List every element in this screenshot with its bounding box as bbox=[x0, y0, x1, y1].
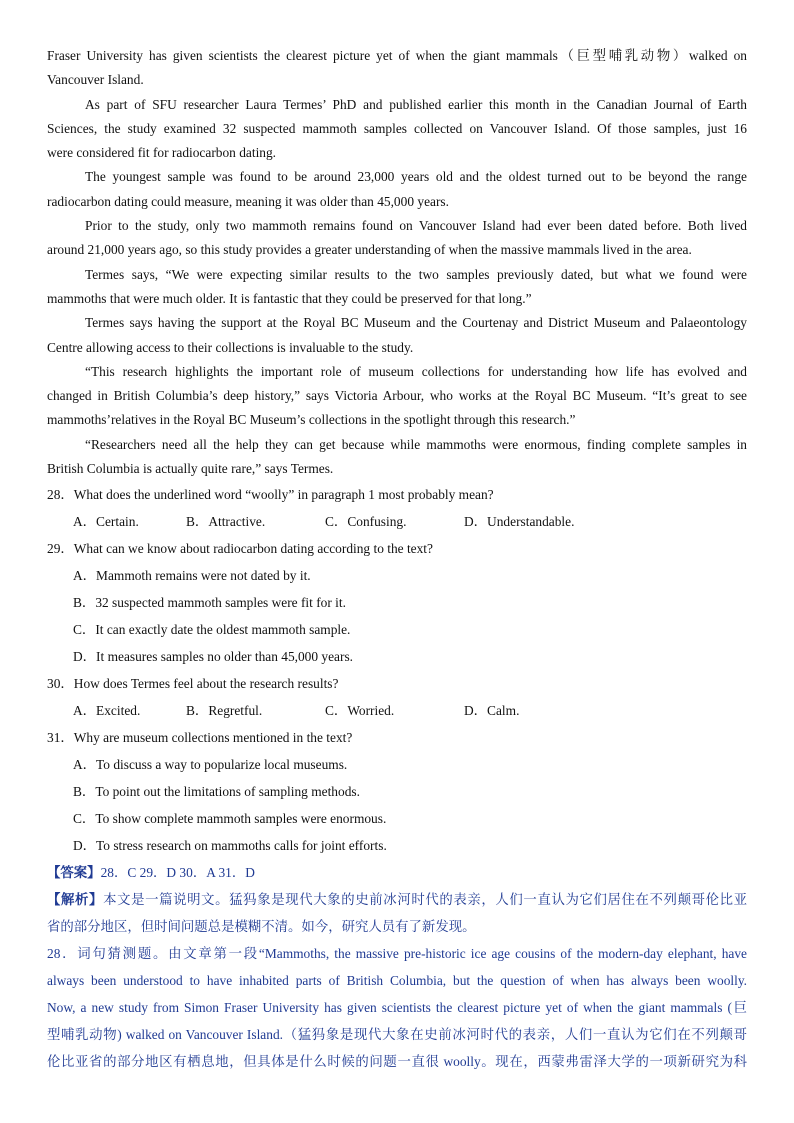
answer-label: 【答案】 bbox=[47, 865, 101, 881]
option-a[interactable]: A．Excited. bbox=[73, 703, 141, 719]
passage-line: Termes says, “We were expecting similar results to the two samples previously dated, but what we found were bbox=[85, 266, 747, 282]
passage-line: changed in British Columbia’s deep history,” says Victoria Arbour, who works at the Royal BC Museum. “It’s great to see bbox=[47, 388, 747, 404]
option-b[interactable]: B．32 suspected mammoth samples were fit for it. bbox=[73, 595, 346, 611]
option-d[interactable]: D．It measures samples no older than 45,000 years. bbox=[73, 649, 354, 665]
passage-line: “Researchers need all the help they can get because while mammoths were enormous, finding complete samples in bbox=[85, 436, 747, 452]
analysis-line: 省的部分地区，但时间问题总是模糊不清。如今，研究人员有了新发现。 bbox=[47, 919, 476, 935]
option-d[interactable]: D．Understandable. bbox=[464, 514, 575, 530]
option-c[interactable]: C．It can exactly date the oldest mammoth sample. bbox=[73, 622, 351, 638]
passage-line: Vancouver Island. bbox=[47, 72, 144, 88]
passage-line: Prior to the study, only two mammoth remains found on Vancouver Island had ever been dated before. Both lived bbox=[85, 218, 747, 234]
passage-line: Sciences, the study examined 32 suspected mammoth samples collected on Vancouver Island. Of those samples, just 16 bbox=[47, 120, 747, 136]
document-page bbox=[47, 44, 747, 1075]
question-31-stem: 31．Why are museum collections mentioned in the text? bbox=[47, 730, 353, 746]
option-a[interactable]: A．Mammoth remains were not dated by it. bbox=[73, 568, 311, 584]
analysis-line: always been understood to have inhabited parts of British Columbia, but the question of when has always been woolly. bbox=[47, 973, 747, 989]
analysis-label: 【解析】 bbox=[47, 892, 104, 908]
option-b[interactable]: B．Attractive. bbox=[186, 514, 266, 530]
passage-line: As part of SFU researcher Laura Termes’ PhD and published earlier this month in the Canadian Journal of Earth bbox=[85, 96, 747, 112]
option-b[interactable]: B．Regretful. bbox=[186, 703, 263, 719]
passage-line: Fraser University has given scientists the clearest picture yet of when the giant mammals（巨型哺乳动物）walked on bbox=[47, 48, 747, 63]
option-c[interactable]: C．Confusing. bbox=[325, 514, 407, 530]
passage-line: were considered fit for radiocarbon dating. bbox=[47, 145, 277, 161]
question-30-stem: 30．How does Termes feel about the research results? bbox=[47, 676, 339, 692]
analysis-line: 型哺乳动物) walked on Vancouver Island.（猛犸象是现代大象在史前冰河时代的表亲，人们一直认为它们在不列颠哥 bbox=[47, 1027, 747, 1043]
analysis-line: 28．词句猜测题。由文章第一段“Mammoths, the massive pre-historic ice age cousins of the modern-day elephant, have bbox=[47, 946, 747, 962]
question-28-options bbox=[47, 508, 747, 535]
passage-line: Centre allowing access to their collections is invaluable to the study. bbox=[47, 339, 414, 355]
analysis-line: 伦比亚省的部分地区有栖息地，但具体是什么时候的问题一直很 woolly。现在，西蒙弗雷泽大学的一项新研究为科 bbox=[47, 1054, 747, 1070]
passage-line: mammoths’relatives in the Royal BC Museum’s collections in the spotlight through this research.” bbox=[47, 412, 576, 428]
passage-line: “This research highlights the important role of museum collections for understanding how life has evolved and bbox=[85, 363, 747, 379]
option-b[interactable]: B．To point out the limitations of sampling methods. bbox=[73, 784, 360, 800]
passage-line: around 21,000 years ago, so this study provides a greater understanding of when the massive mammals lived in the area. bbox=[47, 242, 692, 258]
answer-line bbox=[47, 859, 747, 886]
analysis-line: Now, a new study from Simon Fraser University has given scientists the clearest picture yet of when the giant mammals (巨 bbox=[47, 1000, 747, 1016]
option-d[interactable]: D．Calm. bbox=[464, 703, 520, 719]
question-30-options bbox=[47, 697, 747, 724]
option-a[interactable]: A．Certain. bbox=[73, 514, 139, 530]
option-d[interactable]: D．To stress research on mammoths calls for joint efforts. bbox=[73, 838, 387, 854]
option-c[interactable]: C．Worried. bbox=[325, 703, 395, 719]
analysis-text: 本文是一篇说明文。猛犸象是现代大象的史前冰河时代的表亲，人们一直认为它们居住在不列颠哥伦比亚 bbox=[103, 892, 748, 908]
passage-line: The youngest sample was found to be around 23,000 years old and the oldest turned out to be beyond the range bbox=[85, 169, 747, 185]
passage-line: radiocarbon dating could measure, meaning it was older than 45,000 years. bbox=[47, 193, 449, 209]
passage-line: Termes says having the support at the Royal BC Museum and the Courtenay and District Museum and Palaeontology bbox=[85, 315, 747, 331]
passage-line: British Columbia is actually quite rare,” says Termes. bbox=[47, 461, 334, 477]
question-28-stem: 28．What does the underlined word “woolly” in paragraph 1 most probably mean? bbox=[47, 487, 494, 503]
option-c[interactable]: C．To show complete mammoth samples were enormous. bbox=[73, 811, 387, 827]
analysis-line bbox=[47, 886, 747, 913]
option-a[interactable]: A．To discuss a way to popularize local museums. bbox=[73, 757, 348, 773]
passage-line: mammoths that were much older. It is fantastic that they could be preserved for that long.” bbox=[47, 290, 532, 306]
answer-text: 28．C 29．D 30．A 31．D bbox=[100, 865, 255, 881]
question-29-stem: 29．What can we know about radiocarbon dating according to the text? bbox=[47, 541, 433, 557]
